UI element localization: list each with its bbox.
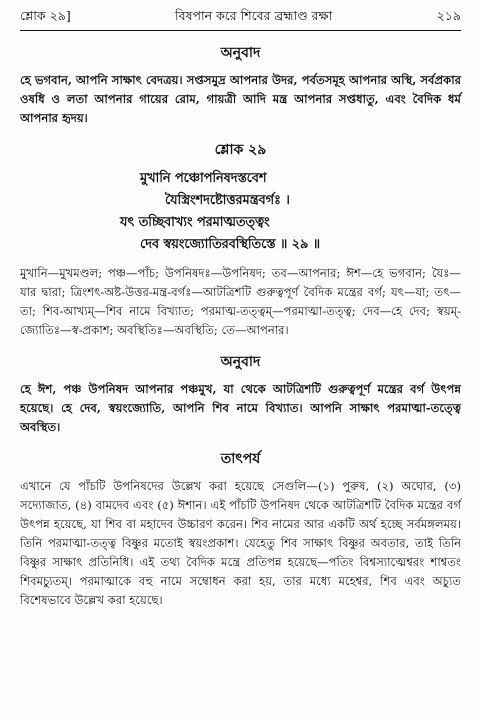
header-rule: [20, 30, 461, 31]
translation-heading: অনুবাদ: [220, 45, 261, 61]
purport-heading: তাৎপর্য: [220, 451, 261, 467]
purport-text: এখানে যে পাঁচটি উপনিষদের উল্লেখ করা হয়েছে সেগুলি—(১) পুরুষ, (২) অঘোর, (৩) সদ্যোজাত, (৪) বামদেব এবং (৫) ঈশান। এই পাঁচটি উপনিষদ থেকে আটত্রিশটি বৈদিক মন্ত্রের বর্গ উৎপন্ন হয়েছে, যা শিব বা মহাদেব উচ্চারণ করেন। শিব নামের আর একটি অর্থ হচ্ছে সর্বমঙ্গলময়। তিনি পরমাত্মা-তত্ত্ব বিষ্ণুর মতোই স্বয়ংপ্রকাশ। যেহেতু শিব সাক্ষাৎ বিষ্ণুর অবতার, তাই তিনি বিষ্ণুর সাক্ষাৎ প্রতিনিধি। এই তথ্য বৈদিক মন্ত্রে প্রতিপন্ন হয়েছে—পতিং বিশ্বস্যাত্মেশ্বরং শাশ্বতং শিবমচ্যুতম্। পরমাত্মাকে বহু নামে সম্বোধন করা হয়, তার মধ্যে মহেশ্বর, শিব এবং অচ্যুত বিশেষভাবে উল্লেখ করা হয়েছে।: [20, 479, 461, 607]
translation-heading: অনুবাদ: [220, 354, 261, 370]
word-synonyms: মুখানি—মুখমণ্ডল; পঞ্চ—পাঁচ; উপনিষদঃ—উপনিষদ; তব—আপনার; ঈশ—হে ভগবান; যৈঃ—যার দ্বারা; ত্রিংশৎ-অষ্ট-উত্তর-মন্ত্র-বর্গঃ—আটত্রিশটি গুরুত্বপূর্ণ বৈদিক মন্ত্রের বর্গ; যৎ—যা; তৎ—তা; শিব-আখ্যম্—শিব নামে বিখ্যাত; পরমাত্ম-তত্ত্বম্—পরমাত্মা-তত্ত্ব; দেব—হে দেব; স্বয়ম্-জ্যোতিঃ—স্ব-প্রকাশ; অবস্থিতিঃ—অবস্থিতি; তে—আপনার।: [20, 266, 461, 337]
sanskrit-verse: [20, 168, 461, 256]
verse-line: যৈস্ত্রিংশদষ্টোত্তরমন্ত্রবর্গঃ ।: [165, 193, 290, 208]
translation-text: হে ঈশ, পঞ্চ উপনিষদ আপনার পঞ্চমুখ, যা থেকে আটত্রিশটি গুরুত্বপূর্ণ মন্ত্রের বর্গ উৎপন্ন হয়েছে। হে দেব, স্বয়ংজ্যোতি, আপনি শিব নামে বিখ্যাত। আপনি সাক্ষাৎ পরমাত্মা-তত্ত্বে অবস্থিত।: [20, 382, 461, 434]
verse-heading: শ্লোক ২৯: [214, 142, 267, 158]
verse-line: যৎ তচ্ছিবাখ্যং পরমাত্মতত্ত্বং: [120, 215, 270, 230]
running-header: [20, 8, 461, 30]
verse-line: দেব স্বয়ংজ্যোতিরবস্থিতিস্তে ॥ ২৯ ॥: [140, 237, 320, 252]
translation-text: হে ভগবান, আপনি সাক্ষাৎ বেদত্রয়। সপ্তসমুদ্র আপনার উদর, পর্বতসমূহ আপনার অস্থি, সর্বপ্রকার ওষধি ও লতা আপনার গায়ের রোম, গায়ত্রী আদি মন্ত্র আপনার সপ্তধাতু, এবং বৈদিক ধর্ম আপনার হৃদয়।: [20, 73, 461, 125]
chapter-title: বিষপান করে শিবের ব্রহ্মাণ্ড রক্ষা: [175, 8, 333, 23]
verse-line: মুখানি পঞ্চোপনিষদস্তবেশ: [140, 171, 267, 186]
page-number: ২১৯: [436, 8, 461, 23]
verse-reference: শ্লোক ২৯]: [20, 8, 71, 23]
